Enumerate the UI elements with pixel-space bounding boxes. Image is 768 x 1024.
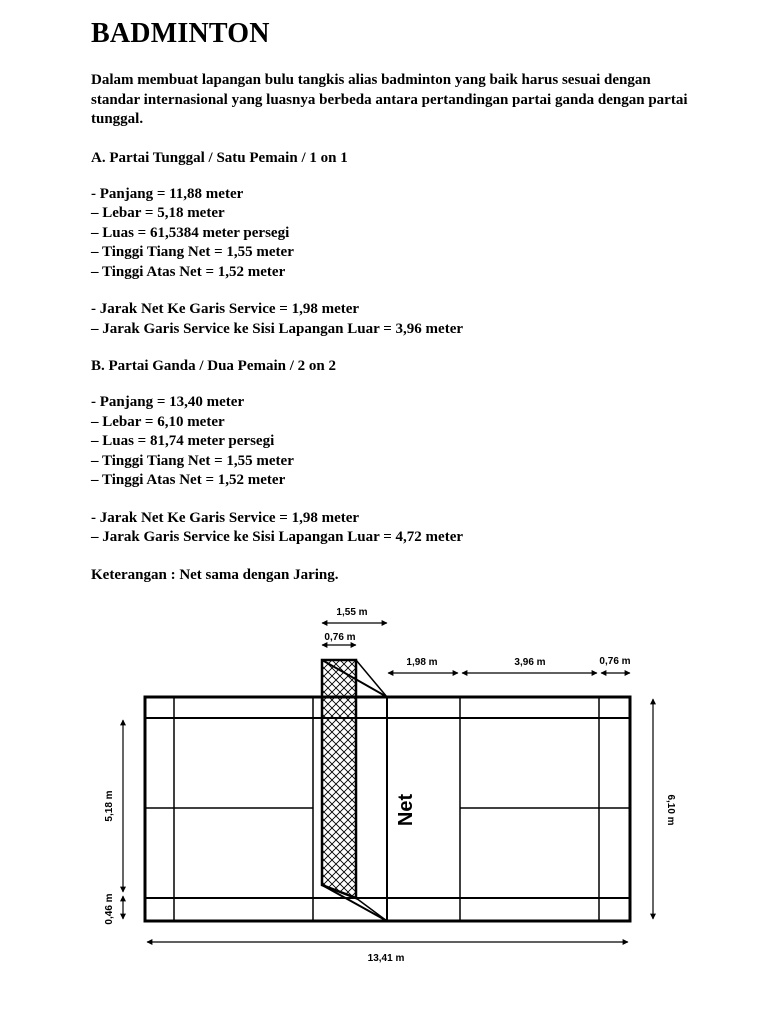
dim-label-service-to-back: 3,96 m (514, 657, 546, 668)
dim-label-pole-height: 1,55 m (336, 607, 368, 618)
document-title: BADMINTON (91, 18, 270, 49)
single-spec-net-height: – Tinggi Atas Net = 1,52 meter (91, 264, 286, 280)
double-distance-back: – Jarak Garis Service ke Sisi Lapangan Luar = 4,72 meter (91, 529, 464, 545)
court-diagram (0, 595, 768, 975)
dim-label-net-to-service: 1,98 m (406, 657, 438, 668)
intro-paragraph: Dalam membuat lapangan bulu tangkis alias badminton yang baik harus sesuai dengan standar internasional yang luasnya berbeda antara pertandingan partai ganda dengan partai tunggal. (91, 72, 688, 127)
net-mesh (322, 660, 356, 898)
double-distance-service: - Jarak Net Ke Garis Service = 1,98 meter (91, 510, 360, 526)
dim-label-side-alley: 0,46 m (104, 893, 115, 925)
single-heading: A. Partai Tunggal / Satu Pemain / 1 on 1 (91, 150, 348, 166)
double-spec-width: – Lebar = 6,10 meter (91, 414, 225, 430)
net-label: Net (395, 793, 417, 827)
double-spec-area: – Luas = 81,74 meter persegi (91, 433, 275, 449)
net (322, 660, 387, 921)
net-edge-bottom (356, 898, 387, 921)
single-spec-area: – Luas = 61,5384 meter persegi (91, 225, 290, 241)
dim-label-back-alley: 0,76 m (599, 656, 631, 667)
single-distance-service: - Jarak Net Ke Garis Service = 1,98 meter (91, 301, 360, 317)
dim-label-single-width: 5,18 m (104, 790, 115, 822)
single-distance-back: – Jarak Garis Service ke Sisi Lapangan Luar = 3,96 meter (91, 321, 464, 337)
double-spec-pole-height: – Tinggi Tiang Net = 1,55 meter (91, 453, 294, 469)
net-edge-top (356, 660, 387, 697)
double-heading: B. Partai Ganda / Dua Pemain / 2 on 2 (91, 358, 337, 374)
dim-label-double-width: 6,10 m (665, 794, 676, 826)
double-spec-length: - Panjang = 13,40 meter (91, 394, 245, 410)
single-spec-width: – Lebar = 5,18 meter (91, 205, 225, 221)
note-line: Keterangan : Net sama dengan Jaring. (91, 567, 339, 583)
dim-label-total-length: 13,41 m (367, 953, 405, 964)
single-spec-pole-height: – Tinggi Tiang Net = 1,55 meter (91, 244, 294, 260)
double-spec-net-height: – Tinggi Atas Net = 1,52 meter (91, 472, 286, 488)
single-spec-length: - Panjang = 11,88 meter (91, 186, 244, 202)
dim-label-net-top: 0,76 m (324, 632, 356, 643)
court-lines (145, 697, 630, 921)
